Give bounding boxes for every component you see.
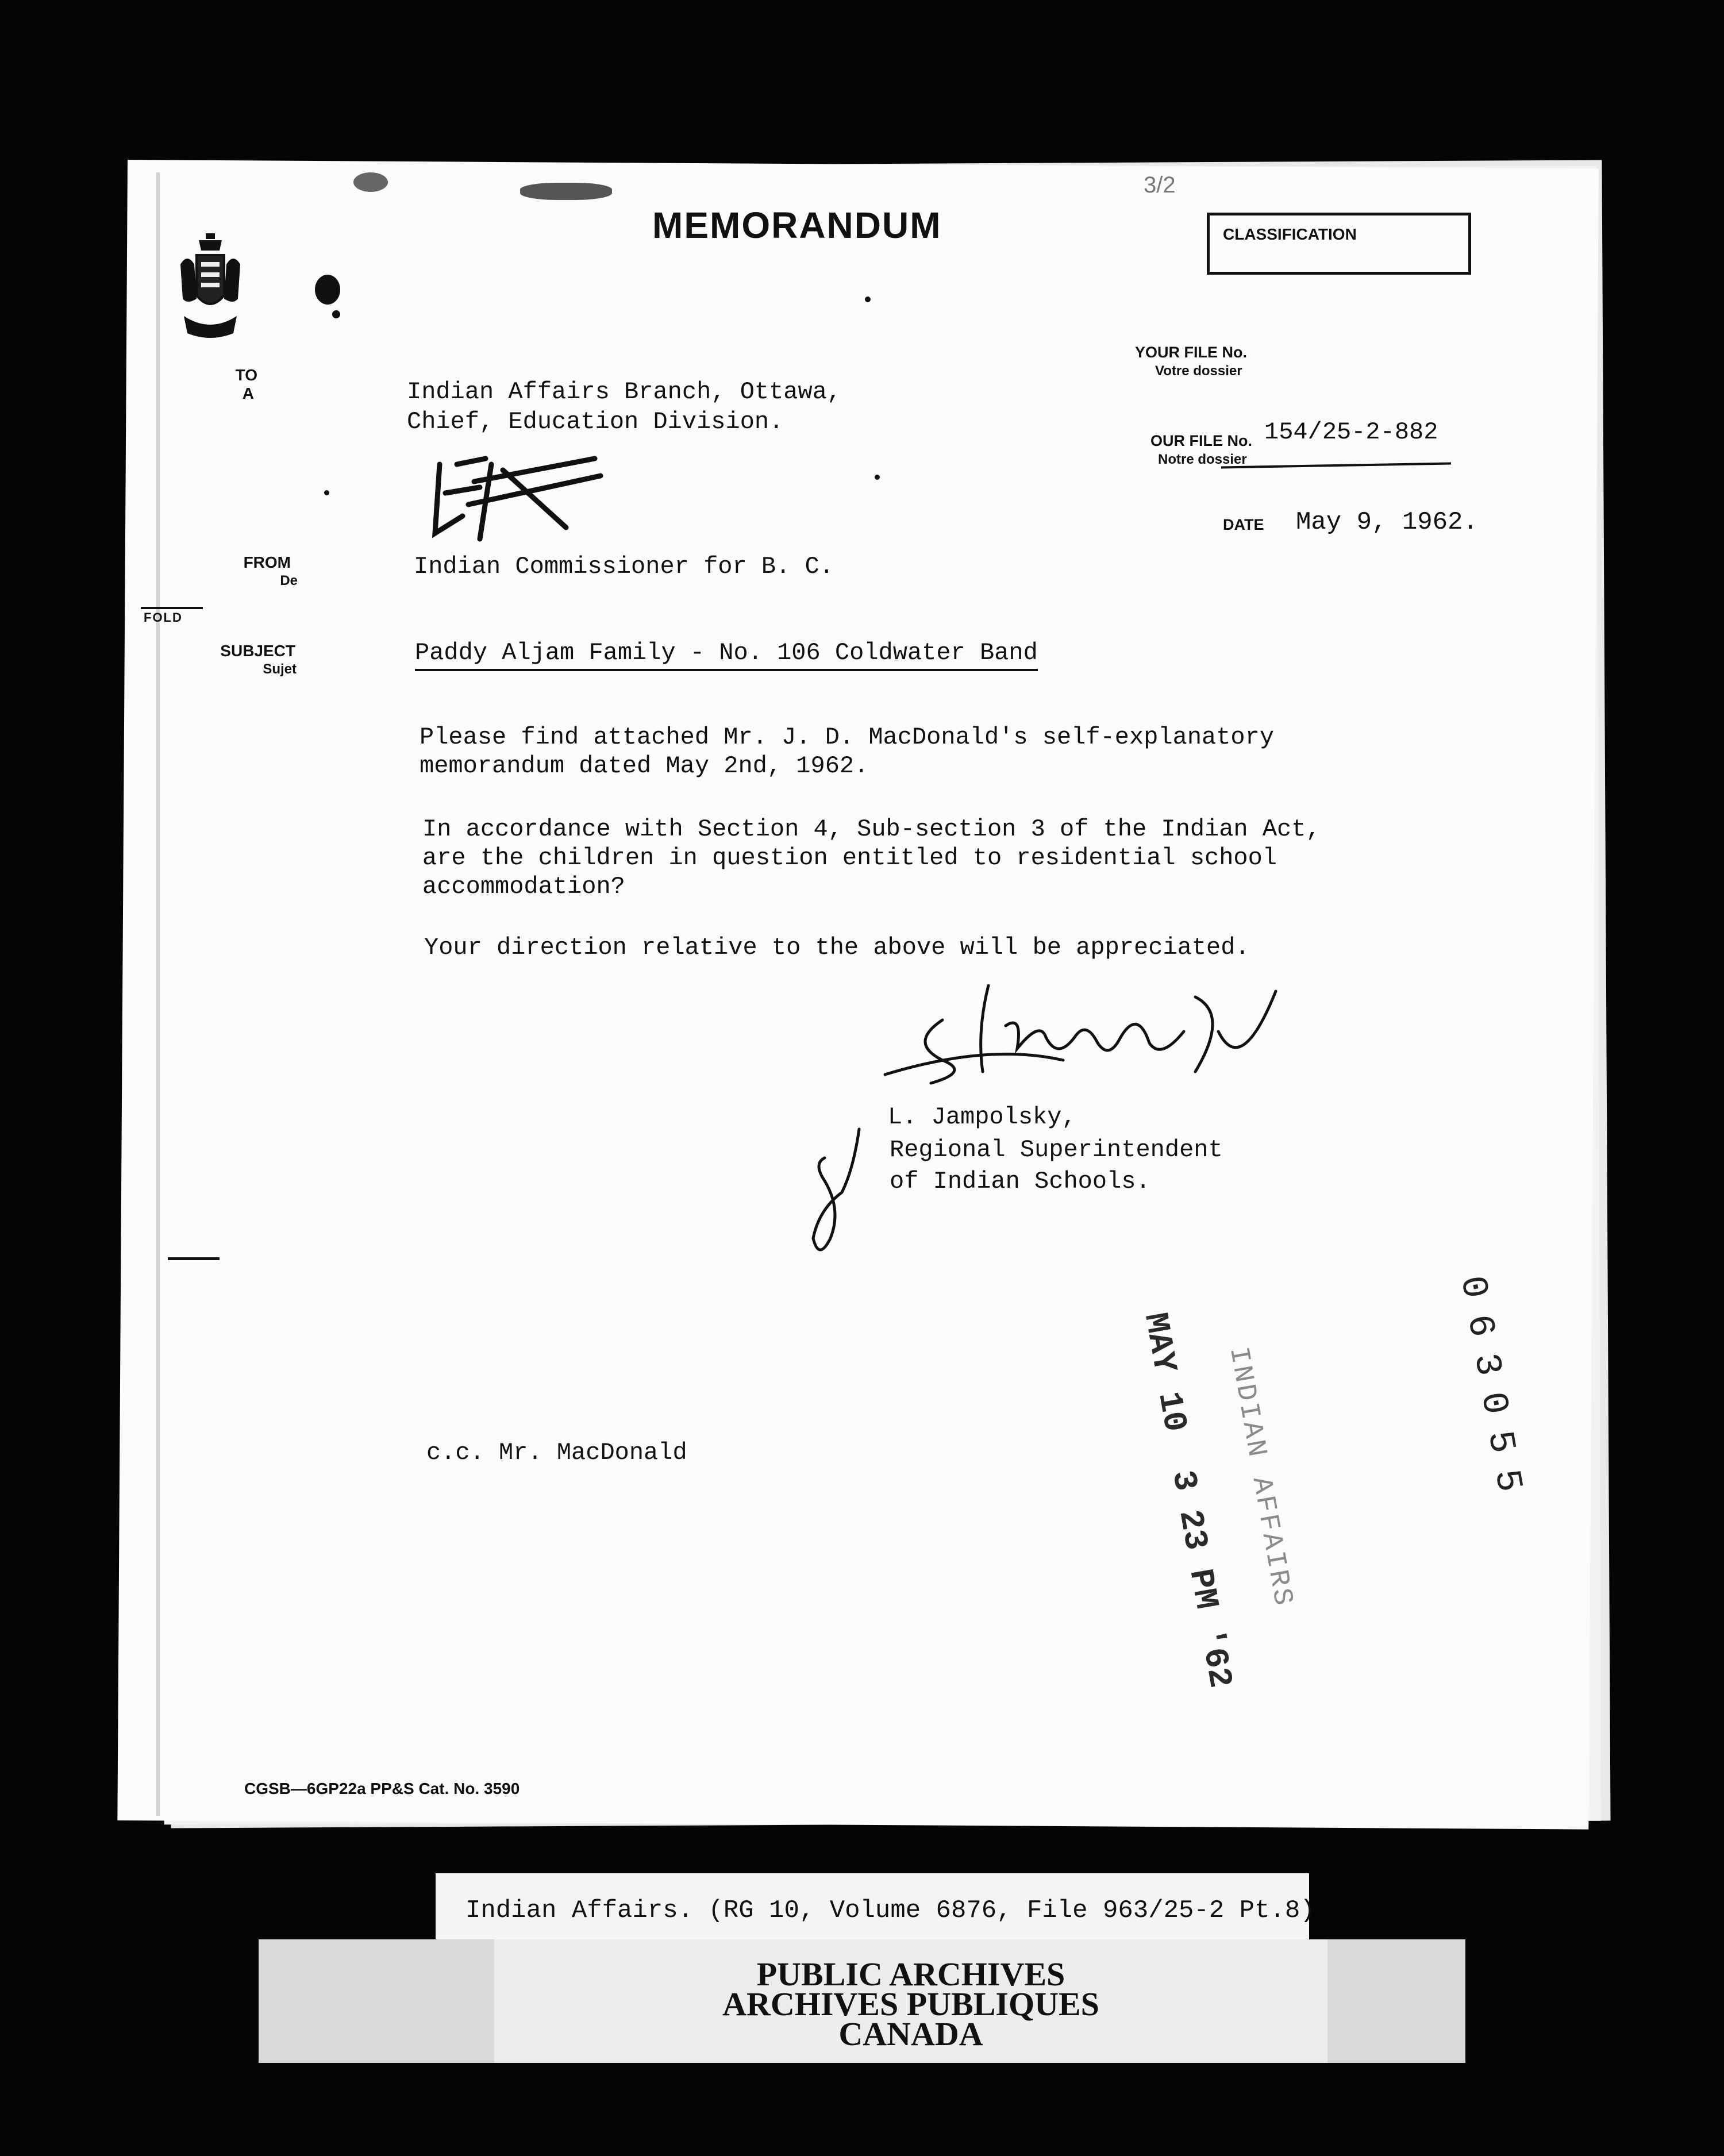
handwritten-mark xyxy=(802,1123,876,1261)
your-file-label: YOUR FILE No. xyxy=(1135,344,1247,361)
to-label-fr: A xyxy=(242,384,254,402)
to-line-2: Chief, Education Division. xyxy=(407,408,784,436)
our-file-label-fr: Notre dossier xyxy=(1158,452,1247,467)
initials-scribble xyxy=(422,447,606,545)
from-label-fr: De xyxy=(280,573,298,588)
ink-blot xyxy=(315,275,340,305)
archive-line-3: CANADA xyxy=(838,2015,983,2053)
page-edge xyxy=(156,172,160,1816)
dot xyxy=(875,475,880,480)
archive-line-1: PUBLIC ARCHIVES xyxy=(756,1955,1065,1993)
signature-name: L. Jampolsky, xyxy=(888,1103,1076,1131)
memo-date: May 9, 1962. xyxy=(1296,508,1478,537)
form-number: CGSB—6GP22a PP&S Cat. No. 3590 xyxy=(244,1780,520,1797)
your-file-label-fr: Votre dossier xyxy=(1155,363,1242,379)
to-line-1: Indian Affairs Branch, Ottawa, xyxy=(407,378,842,406)
our-file-label: OUR FILE No. xyxy=(1150,432,1252,449)
subject-label: SUBJECT xyxy=(220,642,295,660)
page-number: 3/2 xyxy=(1144,172,1176,198)
smudge xyxy=(353,172,388,192)
margin-rule xyxy=(168,1257,220,1260)
from-label: FROM xyxy=(243,553,291,571)
received-stamp-office: INDIAN AFFAIRS xyxy=(1222,1345,1299,1610)
archive-reference: Indian Affairs. (RG 10, Volume 6876, File 963/25-2 Pt.8) xyxy=(465,1896,1315,1925)
memo-page xyxy=(117,160,1599,1830)
archive-line-2: ARCHIVES PUBLIQUES xyxy=(722,1985,1099,2023)
serial-number: 063055 xyxy=(1450,1273,1533,1512)
body-paragraph-3: Your direction relative to the above will be appreciated. xyxy=(424,934,1250,961)
received-stamp-date: MAY 10 3 23 PM '62 xyxy=(1135,1310,1238,1691)
coat-of-arms-icon xyxy=(176,230,245,344)
cc-line: c.c. Mr. MacDonald xyxy=(426,1439,687,1466)
memo-title: MEMORANDUM xyxy=(652,205,942,246)
archive-stamp xyxy=(494,1955,1327,2053)
signature xyxy=(873,974,1299,1095)
to-label: TO xyxy=(235,366,257,384)
our-file-number: 154/25-2-882 xyxy=(1264,418,1438,446)
subject-label-fr: Sujet xyxy=(263,661,297,677)
dot xyxy=(324,490,329,495)
fold-rule xyxy=(141,607,203,609)
ink-blot xyxy=(332,310,340,318)
signature-title-2: of Indian Schools. xyxy=(890,1168,1150,1195)
dot xyxy=(865,297,871,302)
subject-line: Paddy Aljam Family - No. 106 Coldwater Band xyxy=(415,638,1038,671)
date-label: DATE xyxy=(1223,516,1264,533)
body-paragraph-1: Please find attached Mr. J. D. MacDonald's self-explanatory memorandum dated May 2nd, 1962. xyxy=(420,723,1275,780)
smudge xyxy=(520,183,612,200)
fold-label: FOLD xyxy=(144,610,183,625)
classification-label: CLASSIFICATION xyxy=(1223,225,1357,243)
from-line: Indian Commissioner for B. C. xyxy=(414,553,834,580)
body-paragraph-2: In accordance with Section 4, Sub-section 3 of the Indian Act, are the children in question entitled to residential school accommodation? xyxy=(422,815,1321,900)
signature-title: Regional Superintendent xyxy=(890,1136,1223,1164)
classification-box xyxy=(1207,213,1471,275)
